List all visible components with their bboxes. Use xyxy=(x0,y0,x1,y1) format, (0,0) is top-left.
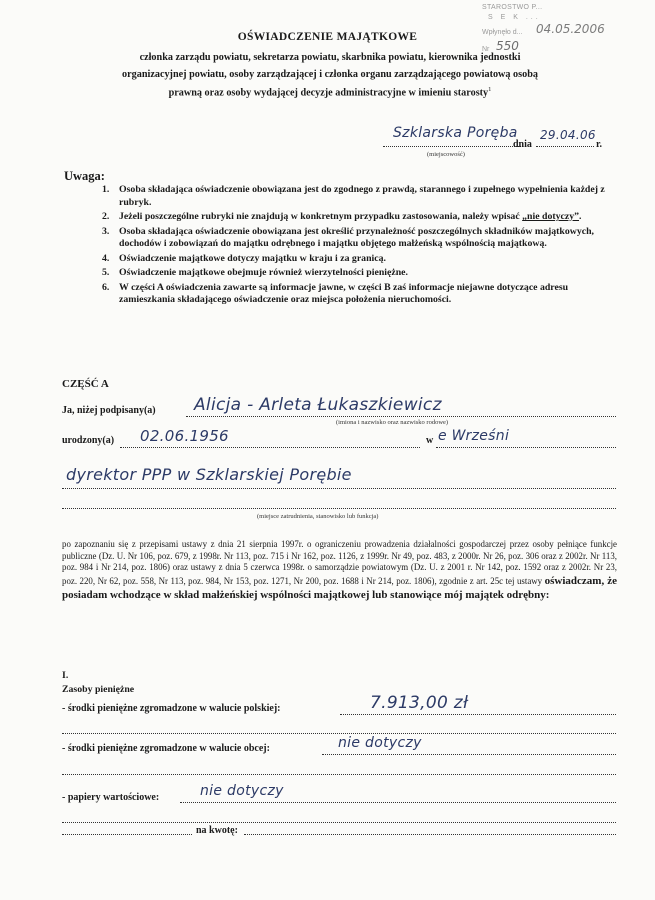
securities-field xyxy=(180,784,616,803)
name-value: Alicja - Arleta Łukaszkiewicz xyxy=(194,395,442,415)
name-field xyxy=(186,396,616,417)
assets-section-num: I. xyxy=(62,670,69,681)
stamp-received-label: Wpłynęło d... xyxy=(482,29,523,36)
uwaga-item: 1. Osoba składająca oświadczenie obowiązana jest do zgodnego z prawdą, starannego i zupełnego wypełnienia każdej z rubryk. xyxy=(102,184,605,208)
stamp-line-1: STAROSTWO P... xyxy=(482,4,543,11)
amount-field xyxy=(244,820,616,835)
foreign-extra-line-1 xyxy=(62,760,616,775)
foreign-label: - środki pieniężne zgromadzone w walucie obcej: xyxy=(62,743,270,754)
place-value: Szklarska Poręba xyxy=(393,125,518,141)
amount-leading-line xyxy=(62,820,192,835)
pln-value: 7.913,00 zł xyxy=(370,693,469,713)
date-field xyxy=(536,126,594,147)
born-date-field xyxy=(120,427,420,448)
date-unit: r. xyxy=(596,139,603,150)
born-date-value: 02.06.1956 xyxy=(140,427,229,445)
nie-dotyczy-emphasis: „nie dotyczy” xyxy=(522,211,580,223)
stamp-number-value: 550 xyxy=(496,39,519,53)
uwaga-item: 2. Jeżeli poszczególne rubryki nie znajdują w konkretnym przypadku zastosowania, należy wpisać „nie dotyczy”. xyxy=(102,211,582,223)
uwaga-item: 4. Oświadczenie majątkowe dotyczy majątku w kraju i za granicą. xyxy=(102,252,386,264)
document-title: OŚWIADCZENIE MAJĄTKOWE xyxy=(237,31,418,43)
subtitle-line-1: członka zarządu powiatu, sekretarza powiatu, skarbnika powiatu, kierownika jednostki xyxy=(139,52,521,63)
employment-caption: (miejsce zatrudnienia, stanowisko lub funkcja) xyxy=(257,513,379,520)
uwaga-item: 6. W części A oświadczenia zawarte są informacje jawne, w części B zaś informacje niejawne dotyczące adresu zamieszkania składającego oświadczenie oraz miejsca położenia nieruchomości. xyxy=(102,281,569,306)
place-field xyxy=(383,122,523,147)
born-in-label: w xyxy=(426,435,434,446)
statement-paragraph: po zapoznaniu się z przepisami ustawy z dnia 21 sierpnia 1997r. o ograniczeniu prowadzenia działalności gospodarczej przez osoby pełniące funkcje publiczne (Dz. U. Nr 106, poz. 679, z 1998r. Nr 113, poz. 715 i Nr 162, poz. 1126, z 1999r. Nr 49, poz. 483, z 2000r. Nr 26, poz. 306 oraz z 2002r. Nr 113, poz. 984 i Nr 214, poz. 1806) oraz ustawy z dnia 5 czerwca 1998r. o samorządzie powiatowym (Dz. U. z 2001 r. Nr 142, poz. 1592 oraz z 2002r. Nr 23, poz. 220, Nr 62, poz. 558, Nr 113, poz. 984, Nr 153, poz. 1271, Nr 200, poz. 1688 i Nr 214, poz. 1806), zgodnie z art. 25c tej ustawy oświadczam, że posiadam wchodzące w skład małżeńskiej wspólności majątkowej lub stanowiące mój majątek odrębny: xyxy=(62,539,617,602)
born-place-value: e Wrześni xyxy=(438,428,510,444)
born-place-field xyxy=(436,427,616,448)
pln-field xyxy=(340,693,616,715)
uwaga-heading: Uwaga: xyxy=(64,169,105,183)
securities-label: - papiery wartościowe: xyxy=(62,792,160,803)
born-label: urodzony(a) xyxy=(62,435,115,446)
assets-section-title: Zasoby pieniężne xyxy=(62,684,135,695)
foreign-field xyxy=(322,736,616,755)
pln-extra-line-1 xyxy=(62,719,616,734)
employment-field xyxy=(62,462,616,489)
stamp-line-2: S E K ... xyxy=(488,14,541,21)
stamp-received-date: 04.05.2006 xyxy=(536,22,605,36)
footnote-mark: 1 xyxy=(488,85,492,93)
place-caption: (miejscowość) xyxy=(427,151,465,158)
name-label: Ja, niżej podpisany(a) xyxy=(62,405,156,416)
uwaga-item: 5. Oświadczenie majątkowe obejmuje również wierzytelności pieniężne. xyxy=(102,267,408,279)
pln-label: - środki pieniężne zgromadzone w walucie polskiej: xyxy=(62,703,281,714)
stamp-number-label: Nr xyxy=(482,46,490,53)
part-a-heading: CZĘŚĆ A xyxy=(62,378,109,390)
amount-label: na kwotę: xyxy=(196,825,238,836)
document-subtitle xyxy=(60,49,600,101)
securities-value: nie dotyczy xyxy=(200,783,284,799)
subtitle-line-2: organizacyjnej powiatu, osoby zarządzającej i członka organu zarządzającego powiatową osobą xyxy=(122,69,538,81)
uwaga-list xyxy=(92,184,614,309)
name-caption: (imiona i nazwisko oraz nazwisko rodowe) xyxy=(336,419,449,426)
employment-value: dyrektor PPP w Szklarskiej Porębie xyxy=(66,465,352,484)
date-value: 29.04.06 xyxy=(540,128,596,142)
employment-extra-line xyxy=(62,490,616,509)
statement-emphasis: oświadczam, że posiadam wchodzące w skład małżeńskiej wspólności majątkowej lub stanowiące mój majątek odrębny: xyxy=(62,574,617,602)
subtitle-line-3: prawną oraz osoby wydającej decyzje administracyjne w imieniu starosty$^1$ xyxy=(168,85,492,99)
foreign-value: nie dotyczy xyxy=(338,735,422,751)
uwaga-item: 3. Osoba składająca oświadczenie obowiązana jest określić przynależność poszczególnych składników majątkowych, dochodów i zobowiązań do majątku odrębnego i majątku objętego małżeńską wspólnością majątkową. xyxy=(102,225,594,250)
date-label: dnia xyxy=(513,139,532,150)
